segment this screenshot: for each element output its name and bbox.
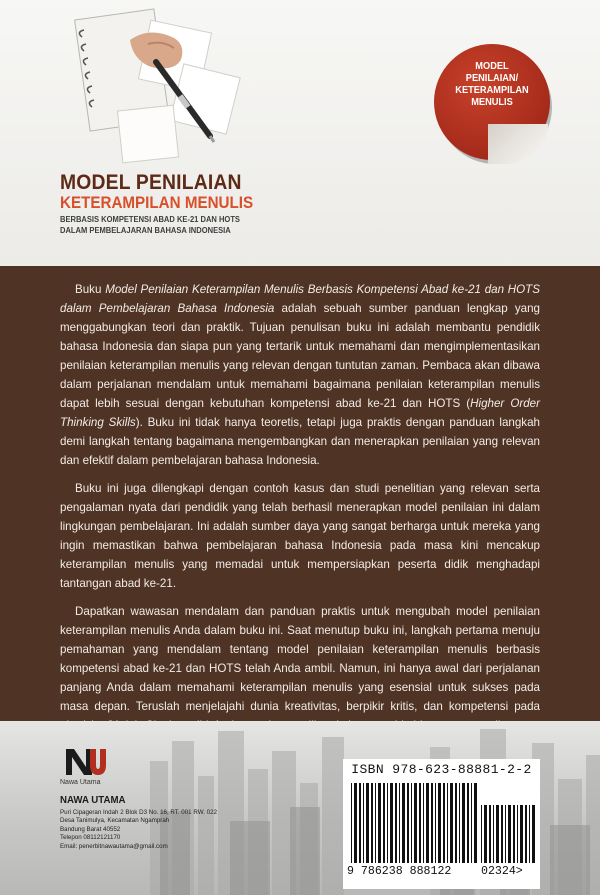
barcode-bar <box>351 783 352 863</box>
barcode-bar <box>459 783 460 863</box>
blurb-paragraph-3: Dapatkan wawasan mendalam dan panduan praktis untuk mengubah model penilaian keterampilan menulis Anda dalam buku ini. Saat menutup buku ini, langkah pertama menuju pemahaman yang mendalam tentang model penilaian keterampilan menulis berbasis kompetensi abad ke-21 dan HOTS telah Anda ambil. Namun, ini hanya awal dari perjalanan panjang Anda dalam memahami keterampilan menulis yang esensial untuk sukses pada masa depan. Teruslah menjelajahi dunia kreativitas, berpikir kritis, dan kompetensi pada <box>60 605 540 713</box>
barcode-bar <box>402 783 405 863</box>
barcode-bar <box>387 783 388 863</box>
badge-page-curl <box>488 124 548 164</box>
category-badge <box>434 44 556 166</box>
ean-digits: 9 786238 888122 <box>347 865 452 878</box>
barcode-bar <box>505 805 506 863</box>
address-line-1: Puri Cipageran Indah 2 Blok D3 No. 16, RT. 001 RW. 022 <box>60 809 217 816</box>
blurb-p1-book-title: Model Penilaian Keterampilan Menulis Berbasis Kompetensi Abad ke-21 dan HOTS dalam Pembelajaran Bahasa Indonesia <box>60 283 540 315</box>
cover-top-area <box>0 0 600 266</box>
barcode-bar <box>467 783 469 863</box>
address-line-2: Desa Tanimulya, Kecamatan Ngamprah <box>60 817 170 825</box>
barcode-bar <box>390 783 393 863</box>
barcode-bar <box>383 783 385 863</box>
logo-tagline: Nawa Utama <box>60 779 101 786</box>
barcode-bar <box>508 805 511 863</box>
barcode-bar <box>513 805 515 863</box>
barcode-bar <box>481 805 482 863</box>
barcode-bar <box>529 805 530 863</box>
barcode-bar <box>419 783 421 863</box>
book-subtitle-line1: BERBASIS KOMPETENSI ABAD KE-21 DAN HOTS <box>60 214 240 224</box>
badge-line3: KETERAMPILAN <box>455 84 529 96</box>
blurb-p1-part-c: adalah sebuah sumber panduan lengkap yang menggabungkan teori dan praktik. Tujuan penulisan buku ini adalah membantu pendidik bahasa Indonesia dan siapa pun yang tertarik untuk memahami dan mengimplementasikan penilaian keterampilan menulis yang relevan dengan tuntutan zaman. Pembaca akan dibawa dalam perjalanan mendalam untuk memahami bagaimana penilaian keterampilan menulis dapat lebih sesuai dengan kebutuhan kompetensi abad ke-21 dan HOTS ( <box>60 302 540 410</box>
barcode-bar <box>489 805 491 863</box>
barcode-bar <box>407 783 409 863</box>
ean-barcode-bars <box>351 783 477 863</box>
book-title-line2: KETERAMPILAN MENULIS <box>60 194 254 212</box>
barcode-bar <box>354 783 357 863</box>
barcode-bar <box>371 783 373 863</box>
book-subtitle-line2: DALAM PEMBELAJARAN BAHASA INDONESIA <box>60 225 231 235</box>
barcode-bar <box>517 805 518 863</box>
publisher-email: Email: penerbitnawautama@gmail.com <box>60 842 168 850</box>
barcode-bar <box>455 783 457 863</box>
barcode-bar <box>435 783 436 863</box>
barcode-bar <box>426 783 429 863</box>
book-title-line1: MODEL PENILAIAN <box>60 171 242 194</box>
barcode-bar <box>395 783 397 863</box>
barcode-bar <box>438 783 441 863</box>
barcode-bar <box>525 805 527 863</box>
cover-bottom-area <box>0 721 600 895</box>
barcode-bar <box>532 805 535 863</box>
publisher-address <box>60 809 217 851</box>
badge-line2: PENILAIAN/ <box>465 72 519 84</box>
badge-text <box>453 60 530 108</box>
barcode-bar <box>450 783 453 863</box>
barcode-bar <box>493 805 494 863</box>
barcode-bar <box>375 783 376 863</box>
barcode-bar <box>474 783 477 863</box>
barcode-bar <box>471 783 472 863</box>
ean-addon-digits: 02324> <box>481 865 523 878</box>
badge-line4: MENULIS <box>471 96 513 108</box>
ean-addon-barcode-bars <box>481 805 537 863</box>
publisher-name: NAWA UTAMA <box>60 794 126 806</box>
barcode-bar <box>359 783 361 863</box>
isbn-number: ISBN 978-623-88881-2-2 <box>351 762 532 777</box>
barcode-bar <box>399 783 400 863</box>
barcode-bar <box>366 783 369 863</box>
barcode-bar <box>411 783 412 863</box>
nawa-utama-logo-icon <box>60 743 116 795</box>
blurb-panel <box>0 266 600 721</box>
barcode-bar <box>414 783 417 863</box>
blurb-paragraph-1 <box>60 280 540 470</box>
isbn-barcode-box <box>343 759 540 889</box>
barcode-bar <box>423 783 424 863</box>
barcode-bar <box>496 805 499 863</box>
blurb-p1-part-e: ). Buku ini tidak hanya teoretis, tetapi juga praktis dengan panduan langkah demi langkah tentang bagaimana mengembangkan dan menerapkan penilaian yang relevan dan efektif dalam pembelajaran bahasa Indonesia. <box>60 416 540 467</box>
barcode-bar <box>484 805 487 863</box>
blurb-p1-hots-term: Higher Order Thinking Skills <box>60 397 540 429</box>
badge-line1: MODEL <box>475 60 509 72</box>
barcode-bar <box>431 783 433 863</box>
barcode-bar <box>520 805 523 863</box>
barcode-bar <box>462 783 465 863</box>
cover-title-block <box>60 172 320 236</box>
blurb-p1-part-a: Buku <box>75 283 106 296</box>
address-line-3: Bandung Barat 40552 <box>60 825 121 833</box>
barcode-bar <box>447 783 448 863</box>
blurb-paragraph-2: Buku ini juga dilengkapi dengan contoh kasus dan studi penelitian yang relevan serta pengalaman nyata dari pendidik yang telah berhasil menerapkan model penilaian ini dalam lingkungan pembelajaran. Ini adalah sumber daya yang sangat berharga untuk mereka yang ingin memastikan bahwa pembelajaran bahasa Indonesia pada masa kini mencakup keterampilan menulis yang memadai untuk mempersiapkan peserta didik menghadapi tantangan abad ke-21. <box>60 482 540 590</box>
barcode-bar <box>501 805 503 863</box>
writing-hand-illustration <box>60 0 250 170</box>
barcode-bar <box>363 783 364 863</box>
blurb-text <box>60 280 540 763</box>
barcode-bar <box>443 783 445 863</box>
barcode-bar <box>378 783 381 863</box>
publisher-phone: Telepon 08112121170 <box>60 834 121 842</box>
